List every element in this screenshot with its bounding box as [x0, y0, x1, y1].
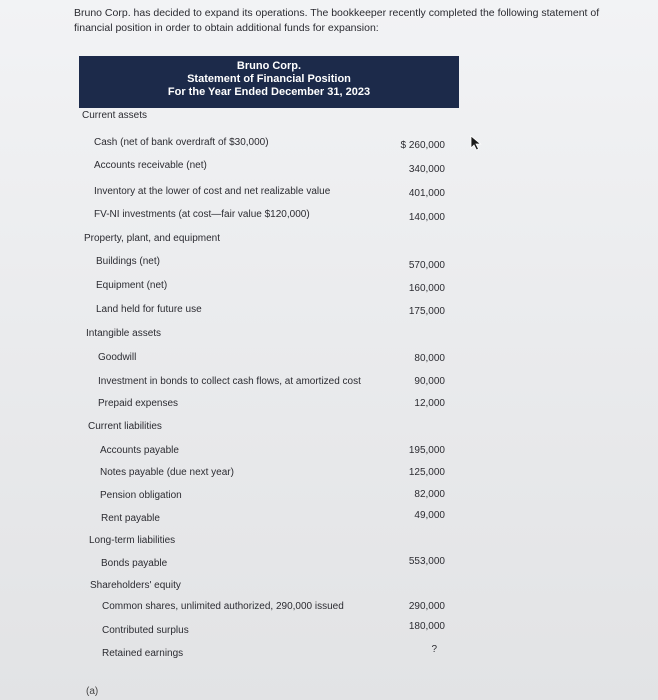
row-value-goodwill: 80,000	[414, 353, 445, 364]
statement-title: Statement of Financial Position	[187, 73, 351, 85]
row-label-accounts-payable: Accounts payable	[100, 445, 179, 456]
row-value-equipment: 160,000	[408, 283, 445, 294]
section-long-term-liabilities: Long-term liabilities	[89, 535, 176, 546]
section-current-liabilities: Current liabilities	[88, 421, 162, 432]
row-value-contributed-surplus: 180,000	[408, 621, 445, 632]
row-label-buildings: Buildings (net)	[96, 256, 160, 267]
row-label-retained-earnings: Retained earnings	[102, 648, 184, 659]
problem-intro: Bruno Corp. has decided to expand its operations. The bookkeeper recently completed the following statement of financial position in order to obtain additional funds for expansion:	[74, 7, 600, 34]
mouse-pointer-icon	[470, 135, 482, 156]
row-value-prepaid: 12,000	[414, 398, 445, 409]
row-label-notes-payable: Notes payable (due next year)	[100, 467, 234, 478]
row-label-rent-payable: Rent payable	[101, 513, 160, 524]
row-label-equipment: Equipment (net)	[96, 280, 168, 291]
row-value-fvni: 140,000	[408, 212, 445, 223]
row-value-pension: 82,000	[414, 489, 445, 500]
row-value-notes-payable: 125,000	[408, 467, 445, 478]
row-label-pension: Pension obligation	[100, 490, 182, 501]
row-label-land: Land held for future use	[96, 304, 202, 315]
company-name: Bruno Corp.	[236, 60, 302, 72]
row-value-retained-earnings: ?	[431, 644, 437, 655]
row-value-bonds-payable: 553,000	[408, 556, 445, 567]
row-value-accounts-payable: 195,000	[408, 445, 445, 456]
statement-period: For the Year Ended December 31, 2023	[167, 86, 371, 98]
row-label-cash: Cash (net of bank overdraft of $30,000)	[94, 137, 269, 148]
row-label-common-shares: Common shares, unlimited authorized, 290,000 issued	[102, 601, 344, 612]
row-label-prepaid: Prepaid expenses	[98, 398, 179, 409]
row-label-inventory: Inventory at the lower of cost and net realizable value	[94, 186, 331, 197]
row-value-rent-payable: 49,000	[414, 510, 445, 521]
row-value-common-shares: 290,000	[408, 601, 445, 612]
row-label-fvni: FV-NI investments (at cost—fair value $120,000)	[94, 209, 310, 220]
row-label-bond-investment: Investment in bonds to collect cash flows, at amortized cost	[98, 376, 361, 387]
row-label-accounts-receivable: Accounts receivable (net)	[94, 160, 207, 171]
section-equity: Shareholders' equity	[90, 580, 181, 591]
row-value-accounts-receivable: 340,000	[408, 164, 445, 175]
row-value-buildings: 570,000	[408, 260, 445, 271]
row-label-goodwill: Goodwill	[98, 352, 137, 363]
statement-header	[79, 56, 459, 108]
row-label-contributed-surplus: Contributed surplus	[102, 625, 189, 636]
row-label-bonds-payable: Bonds payable	[101, 558, 168, 569]
part-label: (a)	[86, 686, 99, 697]
section-ppe: Property, plant, and equipment	[84, 233, 221, 244]
section-intangible: Intangible assets	[86, 328, 162, 339]
row-value-inventory: 401,000	[408, 188, 445, 199]
row-value-land: 175,000	[408, 306, 445, 317]
row-value-cash: $ 260,000	[400, 140, 445, 151]
row-value-bond-investment: 90,000	[414, 376, 445, 387]
section-current-assets: Current assets	[82, 110, 148, 121]
